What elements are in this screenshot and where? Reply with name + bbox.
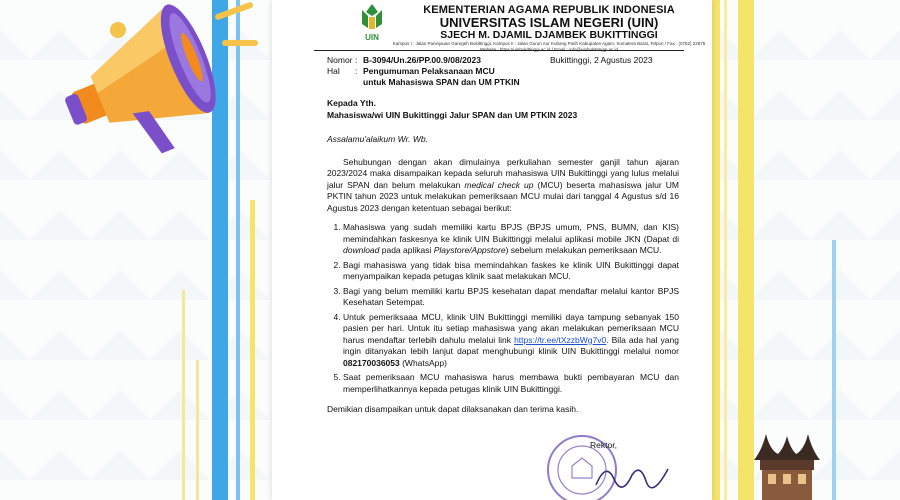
university-name: UNIVERSITAS ISLAM NEGERI (UIN) bbox=[439, 15, 659, 30]
greeting: Assalamu'alaikum Wr. Wb. bbox=[327, 134, 428, 144]
letterhead-rule bbox=[314, 50, 684, 51]
right-stripe-blue bbox=[832, 240, 836, 500]
hal-label: Hal bbox=[327, 66, 340, 76]
ministry-name: KEMENTERIAN AGAMA REPUBLIK INDONESIA bbox=[423, 4, 675, 16]
gonjong-house-icon bbox=[752, 430, 822, 500]
recipient-line2: Mahasiswa/wi UIN Bukittinggi Jalur SPAN dan UM PTKIN 2023 bbox=[327, 109, 578, 120]
list-item: 5. Saat pemeriksaan MCU mahasiswa harus membawa bukti pembayaran MCU dan memperlihatkannya kepada petugas klinik UIN Bukittinggi. bbox=[343, 372, 679, 395]
closing-text: Demikian disampaikan untuk dapat dilaksanakan dan terima kasih. bbox=[327, 404, 579, 414]
intro-paragraph: Sehubungan dengan akan dimulainya perkuliahan semester ganjil tahun ajaran 2023/2024 maka disampaikan kepada seluruh mahasiswa UIN Bukittinggi yang lulus melalui jalur SPAN dan belum melakukan medical check up (MCU) beserta mahasiswa jalur UM PKTIN tahun 2023 untuk melakukan pemeriksaan MCU mulai dari tanggal 4 Agustus s/d 16 Agustus 2023 dengan ketentuan sebagai berikut: bbox=[327, 156, 679, 213]
left-stripe-yellow bbox=[250, 200, 255, 500]
university-subname: SJECH M. DJAMIL DJAMBEK BUKITTINGGI bbox=[440, 29, 658, 41]
registration-link[interactable]: https://tr.ee/tXzzbWg7v0 bbox=[514, 334, 607, 345]
list-item: 1. Mahasiswa yang sudah memiliki kartu BPJS (BPJS umum, PNS, BUMN, dan KIS) memindahkan faskesnya ke klinik UIN Bukittinggi melalui aplikasi mobile JKN (Dapat di download pada aplikasi Playstore/Appstore) sebelum melakukan pemeriksaan MCU. bbox=[343, 222, 679, 257]
hal-line1: Pengumuman Pelaksanaan MCU bbox=[363, 66, 495, 76]
right-stripe-yellow-wide bbox=[712, 0, 720, 500]
list-item: 4. Untuk pemeriksaaa MCU, klinik UIN Bukittinggi memiliki daya tampung sebanyak 150 pasien per hari. Untuk itu setiap mahasiswa yang akan melakukan pemeriksaan MCU harus mendaftar terlebih dahulu melalui link https://tr.ee/tXzzbWg7v0. Bila ada hal yang ingin ditanyakan lebih lanjut dapat menghubungi klinik UIN Bukittinggi melalui nomor 082170036053 (WhatsApp) bbox=[343, 312, 679, 370]
university-address: Kampus I : Jalan Paninjauan Garegeh Bukittinggi, Kampus II : Jalan Gurun Aur Kubang Putih Kabupaten Agam, Sumatera Barat, Telpon / Fax : (0752) 22875 Website : https://uinbukittinggi.ac.id / Email : info@uinbukittinggi.ac.id bbox=[392, 41, 706, 52]
right-stripe-yellow-2 bbox=[738, 0, 754, 500]
nomor-value: B-3094/Un.26/PP.00.9/08/2023 bbox=[363, 55, 481, 65]
logo-text: UIN bbox=[365, 33, 379, 42]
recipient-line1: Kepada Yth. bbox=[327, 98, 376, 108]
requirements-list bbox=[327, 222, 679, 395]
letter-date: Bukittinggi, 2 Agustus 2023 bbox=[550, 55, 653, 65]
university-logo-icon bbox=[358, 2, 386, 46]
left-stripe-yellow-2 bbox=[182, 290, 185, 500]
nomor-label: Nomor bbox=[327, 55, 353, 65]
letter-meta: Nomor : B-3094/Un.26/PP.00.9/08/2023 Hal : Pengumuman Pelaksanaan MCU untuk Mahasiswa SPAN dan UM PTKIN bbox=[327, 55, 520, 87]
megaphone-icon bbox=[0, 0, 260, 170]
right-stripe-yellow-3 bbox=[724, 0, 727, 500]
list-item: 3. Bagi yang belum memiliki kartu BPJS kesehatan dapat mendaftar melalui kantor BPJS Kesehatan Setempat. bbox=[343, 286, 679, 309]
letter-document bbox=[272, 0, 712, 500]
hal-line2: untuk Mahasiswa SPAN dan UM PTKIN bbox=[363, 77, 520, 87]
list-item: 2. Bagi mahasiswa yang tidak bisa memindahkan faskes ke klinik UIN Bukittinggi dapat menyampaikan kepada petugas klinik saat melakukan MCU. bbox=[343, 260, 679, 283]
contact-phone: 082170036053 bbox=[343, 357, 400, 368]
letter-body bbox=[327, 98, 679, 416]
left-stripe-yellow-3 bbox=[196, 360, 199, 500]
letterhead-text bbox=[390, 4, 708, 53]
signatory-title: Rektor, bbox=[590, 440, 617, 450]
signature-icon bbox=[592, 455, 682, 495]
letterhead bbox=[272, 0, 712, 52]
